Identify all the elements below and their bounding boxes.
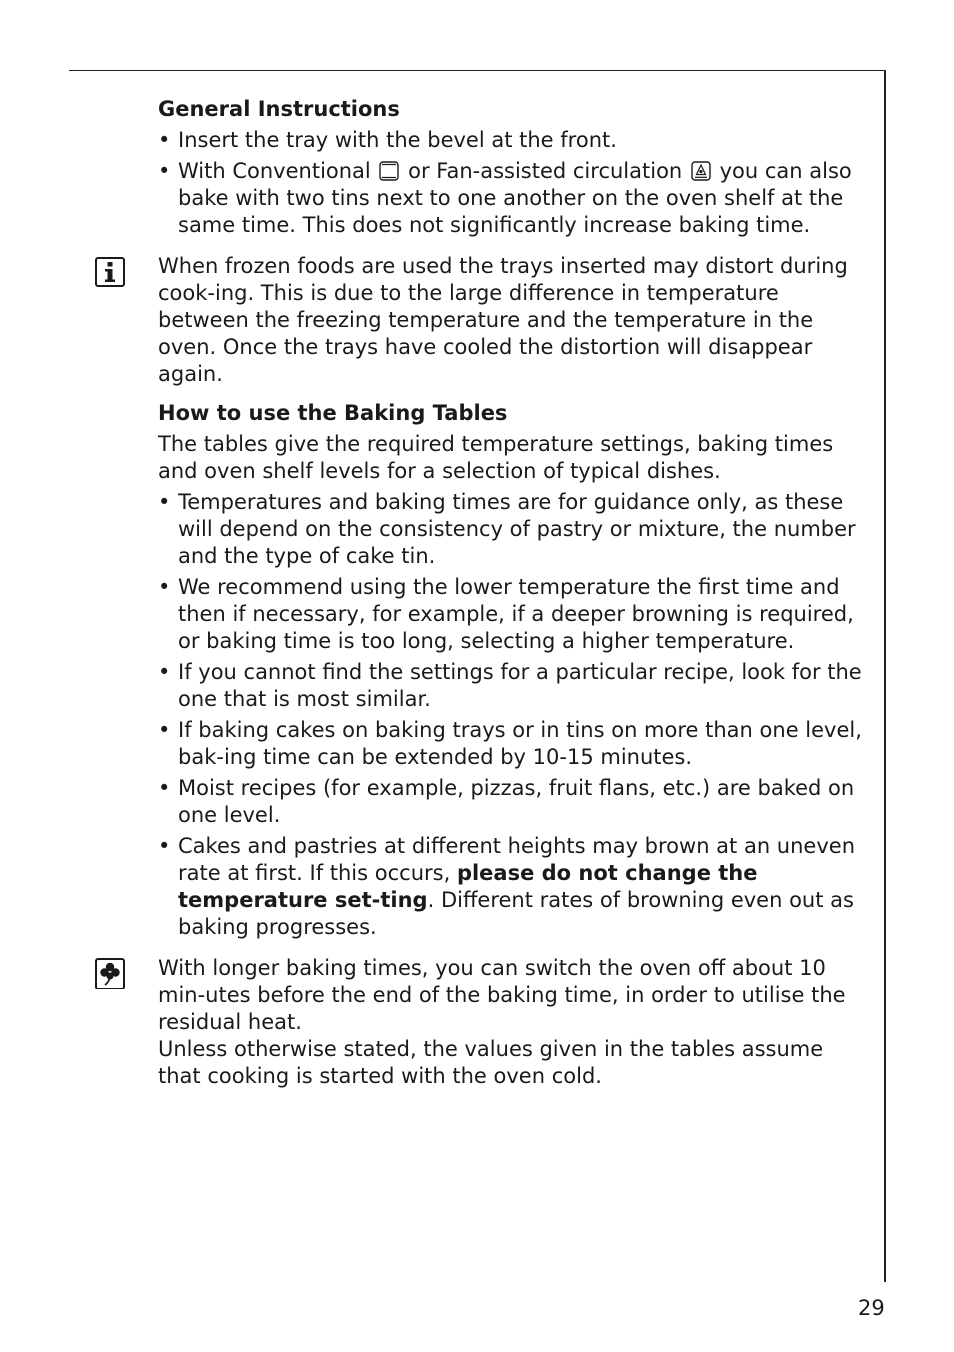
clover-icon <box>95 957 125 989</box>
list-item: • Insert the tray with the bevel at the front. <box>158 127 866 154</box>
list-item: • With Conventional or Fan-assisted circulation you can also bake with two tins next to one another on the oven shelf at the same time. This does not significantly increase baking time. <box>158 158 866 239</box>
list-item: • Moist recipes (for example, pizzas, fruit flans, etc.) are baked on one level. <box>158 775 866 829</box>
page-number: 29 <box>858 1296 885 1320</box>
info-icon <box>95 257 125 287</box>
general-instructions-list <box>158 127 866 239</box>
list-item: • We recommend using the lower temperature the first time and then if necessary, for example, if a deeper browning is required, or baking time is too long, selecting a higher temperature. <box>158 574 866 655</box>
list-item: • Cakes and pastries at different heights may brown at an uneven rate at first. If this occurs, please do not change the temperature set-ting. Different rates of browning even out as baking progresses. <box>158 833 866 941</box>
eco-note-section <box>158 955 866 1090</box>
list-item: • Temperatures and baking times are for guidance only, as these will depend on the consistency of pastry or mixture, the number and the type of cake tin. <box>158 489 866 570</box>
baking-tables-section <box>158 400 866 941</box>
top-rule <box>69 70 886 71</box>
right-rule <box>884 70 886 1282</box>
baking-tables-heading: How to use the Baking Tables <box>158 401 508 425</box>
page-content <box>158 96 866 1090</box>
info-note-section <box>158 253 866 388</box>
baking-tables-intro: The tables give the required temperature settings, baking times and oven shelf levels for a selection of typical dishes. <box>158 432 834 483</box>
eco-note-text-1: With longer baking times, you can switch the oven off about 10 min-utes before the end of the baking time, in order to utilise the residual heat. <box>158 956 846 1034</box>
info-note-text: When frozen foods are used the trays inserted may distort during cook-ing. This is due to the large difference in temperature between the freezing temperature and the temperature in the oven. Once the trays have cooled the distortion will disappear again. <box>158 254 848 386</box>
general-instructions-section <box>158 96 866 239</box>
general-instructions-heading: General Instructions <box>158 97 400 121</box>
fan-assisted-icon <box>691 161 711 181</box>
temperature-warning: please do not change the temperature set-ting <box>178 861 758 912</box>
baking-tables-list <box>158 489 866 941</box>
eco-note-text-2: Unless otherwise stated, the values given in the tables assume that cooking is started with the oven cold. <box>158 1037 824 1088</box>
list-item: • If baking cakes on baking trays or in tins on more than one level, bak-ing time can be extended by 10-15 minutes. <box>158 717 866 771</box>
list-item: • If you cannot find the settings for a particular recipe, look for the one that is most similar. <box>158 659 866 713</box>
conventional-heating-icon <box>379 161 399 181</box>
